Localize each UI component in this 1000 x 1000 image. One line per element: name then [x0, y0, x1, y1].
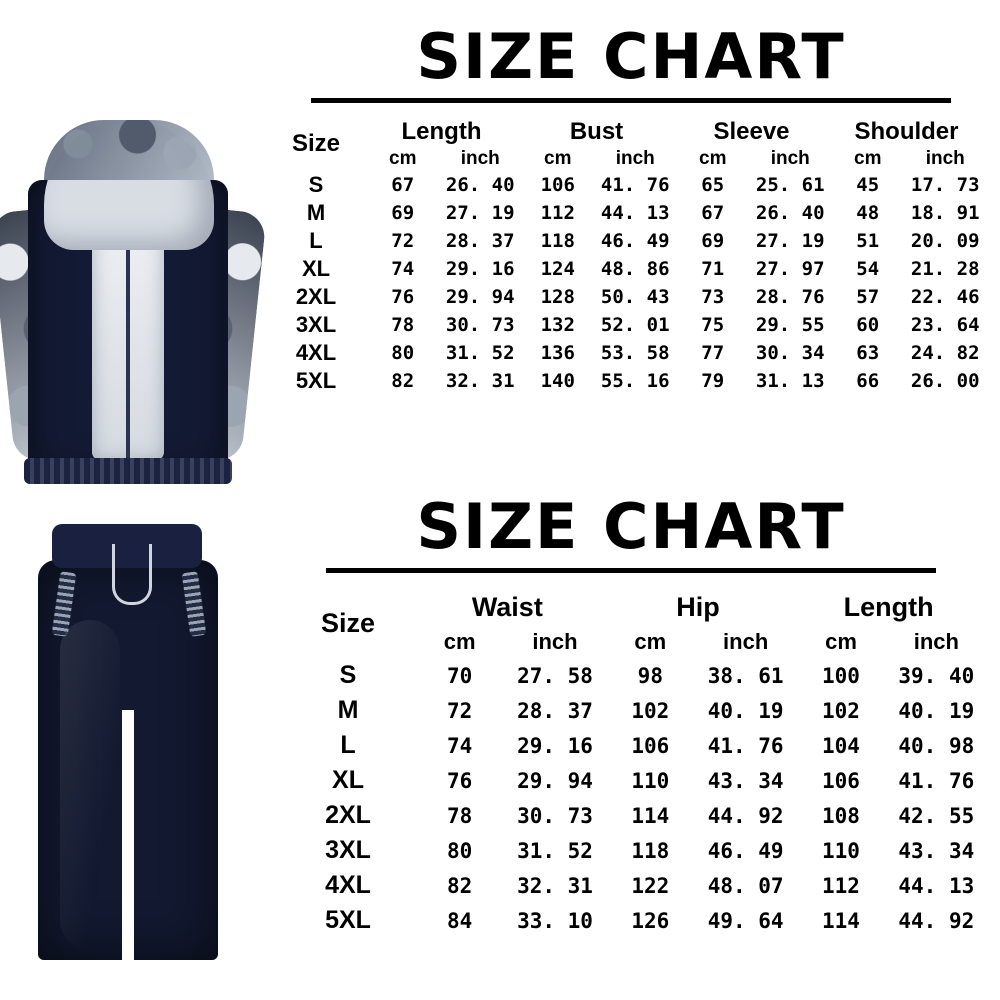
- pants-r1-c5: 40. 19: [898, 698, 975, 723]
- pants-r2-c1: 29. 16: [517, 733, 593, 758]
- pants-r7-c2: 126: [631, 908, 670, 933]
- pants-r4-c2: 114: [631, 803, 670, 828]
- table-row: [268, 283, 984, 311]
- pants-r5-c2: 118: [631, 838, 670, 863]
- jacket-hood-camo-pattern: [44, 120, 214, 180]
- pants-size-1: M: [337, 696, 359, 724]
- pants-r6-c0: 82: [447, 873, 473, 898]
- jacket-r0-c3: 41. 76: [600, 174, 670, 196]
- table-row: [268, 171, 984, 199]
- jacket-size-0: S: [308, 172, 324, 197]
- pants-r0-c5: 39. 40: [898, 663, 975, 688]
- jacket-r5-c2: 132: [540, 314, 575, 336]
- jacket-r6-c0: 80: [391, 342, 415, 364]
- pants-group-hip: Hip: [676, 592, 720, 622]
- pants-r6-c4: 112: [822, 873, 860, 898]
- pants-unit-4: cm: [825, 629, 857, 654]
- jacket-r2-c4: 69: [701, 230, 725, 252]
- jacket-r6-c7: 24. 82: [910, 342, 980, 364]
- jacket-r1-c4: 67: [701, 202, 725, 224]
- pants-size-table: [284, 589, 984, 938]
- jacket-group-shoulder: Shoulder: [854, 118, 959, 145]
- jacket-r3-c7: 21. 28: [910, 258, 980, 280]
- jacket-size-column-header: Size: [291, 130, 341, 157]
- table-row: [284, 903, 984, 938]
- pants-unit-2: cm: [634, 629, 667, 654]
- jacket-r4-c0: 76: [391, 286, 415, 308]
- jacket-r7-c4: 79: [701, 370, 725, 392]
- jacket-r1-c1: 27. 19: [445, 202, 515, 224]
- jacket-size-1: M: [306, 200, 326, 225]
- pants-r3-c3: 43. 34: [707, 768, 784, 793]
- jacket-r5-c7: 23. 64: [910, 314, 980, 336]
- jacket-r5-c3: 52. 01: [600, 314, 670, 336]
- jacket-r7-c7: 26. 00: [910, 370, 980, 392]
- jacket-zipper: [126, 215, 130, 460]
- pants-r0-c1: 27. 58: [517, 663, 593, 688]
- pants-title-underline: [326, 568, 936, 573]
- jacket-r5-c5: 29. 55: [755, 314, 825, 336]
- table-row: [284, 798, 984, 833]
- jacket-unit-1: inch: [460, 148, 500, 169]
- pants-r4-c5: 42. 55: [898, 803, 975, 828]
- table-row: [284, 763, 984, 798]
- jacket-size-2: L: [309, 228, 323, 253]
- jacket-r3-c2: 124: [540, 258, 575, 280]
- jacket-r0-c1: 26. 40: [445, 174, 515, 196]
- jacket-r4-c3: 50. 43: [600, 286, 670, 308]
- jacket-group-sleeve: Sleeve: [713, 118, 790, 145]
- jacket-r3-c3: 48. 86: [600, 258, 670, 280]
- table-row: [284, 868, 984, 903]
- jacket-product-image: [0, 60, 258, 480]
- jacket-size-4: 2XL: [295, 284, 337, 309]
- jacket-r2-c6: 51: [856, 230, 880, 252]
- jacket-r0-c7: 17. 73: [910, 174, 980, 196]
- pants-r5-c1: 31. 52: [517, 838, 593, 863]
- pants-chart-title: SIZE CHART: [416, 490, 846, 563]
- jacket-r3-c4: 71: [701, 258, 725, 280]
- jacket-size-7: 5XL: [295, 368, 337, 393]
- jacket-r4-c2: 128: [540, 286, 575, 308]
- pants-r7-c0: 84: [447, 908, 473, 933]
- jacket-r6-c4: 77: [701, 342, 725, 364]
- jacket-r2-c1: 28. 37: [445, 230, 515, 252]
- table-row: [268, 339, 984, 367]
- jacket-r0-c4: 65: [701, 174, 725, 196]
- pants-r3-c2: 110: [631, 768, 670, 793]
- jacket-chart-title: SIZE CHART: [416, 20, 846, 93]
- jacket-unit-5: inch: [770, 148, 810, 169]
- table-header-groups: [284, 589, 984, 626]
- table-row: [284, 693, 984, 728]
- pants-size-chart: [262, 492, 1000, 992]
- jacket-r0-c0: 67: [391, 174, 415, 196]
- jacket-r6-c6: 63: [856, 342, 880, 364]
- jacket-size-table: [268, 117, 984, 395]
- pants-r6-c5: 44. 13: [898, 873, 975, 898]
- pants-unit-3: inch: [723, 629, 769, 654]
- pants-r3-c0: 76: [447, 768, 473, 793]
- pants-unit-5: inch: [913, 629, 959, 654]
- jacket-r6-c1: 31. 52: [445, 342, 515, 364]
- jacket-r2-c7: 20. 09: [910, 230, 980, 252]
- jacket-r6-c3: 53. 58: [600, 342, 670, 364]
- pants-unit-0: cm: [443, 629, 476, 654]
- jacket-ribbed-hem: [24, 458, 232, 484]
- jacket-r4-c5: 28. 76: [755, 286, 825, 308]
- pants-r2-c0: 74: [447, 733, 473, 758]
- pants-drawstring: [112, 544, 152, 605]
- jacket-size-chart: [262, 18, 1000, 488]
- pants-r4-c0: 78: [447, 803, 473, 828]
- pants-r4-c1: 30. 73: [517, 803, 593, 828]
- jacket-r3-c0: 74: [391, 258, 415, 280]
- jacket-r4-c7: 22. 46: [910, 286, 980, 308]
- pants-r7-c3: 49. 64: [707, 908, 784, 933]
- pants-r6-c2: 122: [631, 873, 670, 898]
- jacket-r5-c4: 75: [701, 314, 725, 336]
- jacket-r6-c5: 30. 34: [755, 342, 825, 364]
- jacket-r7-c5: 31. 13: [755, 370, 825, 392]
- pants-group-length: Length: [843, 592, 934, 622]
- pants-group-waist: Waist: [471, 592, 543, 622]
- pants-r5-c5: 43. 34: [898, 838, 975, 863]
- jacket-r0-c5: 25. 61: [755, 174, 825, 196]
- table-row: [284, 658, 984, 693]
- jacket-r1-c3: 44. 13: [600, 202, 670, 224]
- jacket-group-bust: Bust: [569, 118, 624, 145]
- jacket-r2-c3: 46. 49: [600, 230, 670, 252]
- pants-size-column-header: Size: [320, 608, 376, 638]
- pants-r7-c5: 44. 92: [898, 908, 975, 933]
- pants-r1-c0: 72: [447, 698, 473, 723]
- table-row: [268, 311, 984, 339]
- table-row: [268, 255, 984, 283]
- table-row: [284, 833, 984, 868]
- pants-r2-c2: 106: [631, 733, 670, 758]
- pants-size-7: 5XL: [325, 906, 371, 934]
- pants-r5-c3: 46. 49: [707, 838, 784, 863]
- table-header-groups: [268, 117, 984, 147]
- pants-inseam-gap: [122, 710, 134, 960]
- jacket-group-length: Length: [401, 118, 482, 145]
- table-header-units: [268, 147, 984, 171]
- jacket-r0-c2: 106: [540, 174, 575, 196]
- table-row: [268, 367, 984, 395]
- jacket-r7-c1: 32. 31: [445, 370, 515, 392]
- pants-size-5: 3XL: [325, 836, 371, 864]
- pants-r1-c4: 102: [822, 698, 860, 723]
- jacket-unit-3: inch: [615, 148, 655, 169]
- table-row: [268, 227, 984, 255]
- pants-r1-c2: 102: [631, 698, 670, 723]
- jacket-r1-c6: 48: [856, 202, 880, 224]
- pants-r3-c1: 29. 94: [517, 768, 593, 793]
- jacket-r4-c6: 57: [856, 286, 880, 308]
- jacket-r7-c2: 140: [540, 370, 575, 392]
- pants-r7-c1: 33. 10: [517, 908, 593, 933]
- jacket-unit-2: cm: [544, 148, 572, 169]
- pants-r4-c4: 108: [822, 803, 860, 828]
- pants-r1-c3: 40. 19: [707, 698, 784, 723]
- pants-r2-c4: 104: [822, 733, 860, 758]
- pants-size-6: 4XL: [325, 871, 371, 899]
- pants-r6-c1: 32. 31: [517, 873, 593, 898]
- jacket-r5-c0: 78: [391, 314, 415, 336]
- jacket-r7-c0: 82: [391, 370, 415, 392]
- jacket-r7-c3: 55. 16: [600, 370, 670, 392]
- jacket-r2-c0: 72: [391, 230, 415, 252]
- jacket-r1-c7: 18. 91: [910, 202, 980, 224]
- pants-r0-c4: 100: [822, 663, 860, 688]
- jacket-unit-0: cm: [389, 148, 417, 169]
- pants-r5-c4: 110: [822, 838, 860, 863]
- jacket-r7-c6: 66: [856, 370, 880, 392]
- product-image-column: [0, 0, 260, 1000]
- jacket-r2-c5: 27. 19: [755, 230, 825, 252]
- pants-r2-c3: 41. 76: [707, 733, 784, 758]
- pants-size-0: S: [339, 661, 357, 689]
- pants-product-image: [0, 500, 258, 970]
- table-row: [284, 728, 984, 763]
- pants-r0-c3: 38. 61: [707, 663, 784, 688]
- jacket-r4-c4: 73: [701, 286, 725, 308]
- pants-r1-c1: 28. 37: [517, 698, 593, 723]
- jacket-r4-c1: 29. 94: [445, 286, 515, 308]
- jacket-r0-c6: 45: [856, 174, 880, 196]
- pants-r6-c3: 48. 07: [707, 873, 784, 898]
- jacket-size-3: XL: [301, 256, 331, 281]
- jacket-size-6: 4XL: [295, 340, 337, 365]
- jacket-r1-c5: 26. 40: [755, 202, 825, 224]
- jacket-r2-c2: 118: [540, 230, 575, 252]
- jacket-r3-c1: 29. 16: [445, 258, 515, 280]
- pants-r5-c0: 80: [447, 838, 473, 863]
- pants-r4-c3: 44. 92: [707, 803, 784, 828]
- pants-size-4: 2XL: [325, 801, 371, 829]
- pants-r7-c4: 114: [822, 908, 860, 933]
- jacket-size-5: 3XL: [295, 312, 337, 337]
- pants-highlight: [60, 620, 120, 950]
- jacket-r1-c2: 112: [540, 202, 575, 224]
- pants-size-2: L: [340, 731, 356, 759]
- pants-r3-c5: 41. 76: [898, 768, 975, 793]
- jacket-r5-c1: 30. 73: [445, 314, 515, 336]
- pants-size-3: XL: [332, 766, 364, 794]
- jacket-unit-6: cm: [854, 148, 882, 169]
- jacket-r3-c6: 54: [856, 258, 880, 280]
- pants-r3-c4: 106: [822, 768, 860, 793]
- pants-unit-1: inch: [532, 629, 578, 654]
- jacket-unit-4: cm: [699, 148, 727, 169]
- jacket-unit-7: inch: [925, 148, 965, 169]
- jacket-r3-c5: 27. 97: [755, 258, 825, 280]
- jacket-title-underline: [311, 98, 951, 103]
- table-row: [268, 199, 984, 227]
- jacket-r1-c0: 69: [391, 202, 415, 224]
- pants-r0-c2: 98: [637, 663, 663, 688]
- pants-r0-c0: 70: [447, 663, 473, 688]
- jacket-r6-c2: 136: [540, 342, 575, 364]
- jacket-r5-c6: 60: [856, 314, 880, 336]
- pants-r2-c5: 40. 98: [898, 733, 975, 758]
